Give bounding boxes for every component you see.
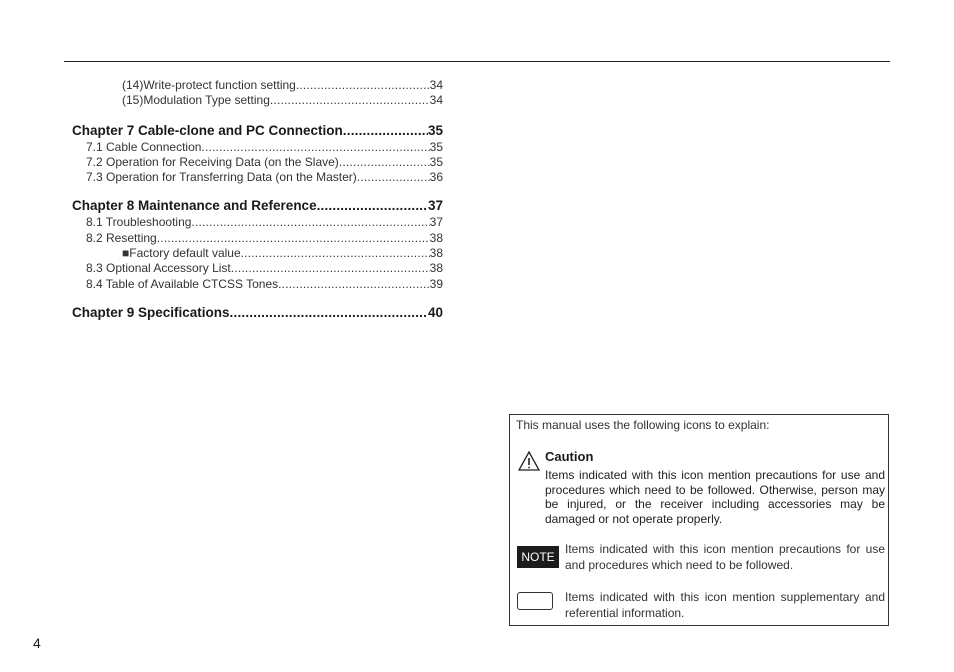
header-rule: [64, 61, 890, 62]
table-of-contents: [72, 78, 443, 322]
toc-leader-dots: [317, 197, 428, 214]
note-icon: [517, 546, 559, 568]
toc-entry: [72, 277, 443, 292]
toc-entry: [72, 140, 443, 155]
legend-intro: This manual uses the following icons to explain:: [516, 418, 770, 432]
toc-entry-page: 34: [429, 78, 443, 92]
toc-entry: [72, 231, 443, 246]
toc-entry-title: 7.2 Operation for Receiving Data (on the Slave): [86, 154, 339, 169]
toc-leader-dots: [201, 140, 429, 155]
toc-entry: [72, 78, 443, 93]
page-number: 4: [33, 635, 41, 651]
toc-entry-title: 8.2 Resetting: [86, 230, 157, 245]
toc-entry-page: 34: [429, 93, 443, 108]
toc-entry-page: 38: [429, 246, 443, 261]
toc-entry-title: (15)Modulation Type setting: [122, 93, 270, 108]
toc-entry-page: 38: [429, 230, 443, 245]
toc-chapter-entry: [72, 197, 443, 214]
toc-entry-title: 8.4 Table of Available CTCSS Tones: [86, 276, 279, 291]
toc-entry: [72, 155, 443, 170]
toc-entry-title: Chapter 9 Specifications: [72, 304, 230, 320]
toc-entry-title: 7.1 Cable Connection: [86, 139, 202, 154]
toc-leader-dots: [343, 122, 428, 139]
toc-entry: [72, 170, 443, 185]
toc-entry-page: 39: [429, 276, 443, 291]
toc-entry-page: 37: [429, 215, 443, 230]
toc-entry: [72, 93, 443, 108]
memo-description: Items indicated with this icon mention supplementary and referential information.: [565, 590, 885, 620]
note-description: Items indicated with this icon mention precautions for use and procedures which need to be followed.: [565, 542, 885, 572]
caution-title: Caution: [545, 449, 594, 464]
toc-entry-page: 35: [427, 122, 443, 138]
toc-entry-page: 40: [427, 304, 443, 320]
toc-leader-dots: [230, 304, 428, 321]
toc-entry: [72, 215, 443, 230]
toc-chapter-entry: [72, 122, 443, 139]
toc-entry-page: 36: [429, 170, 443, 185]
toc-entry-title: ■Factory default value: [122, 246, 241, 261]
toc-entry-title: 8.1 Troubleshooting: [86, 215, 192, 230]
warning-triangle-icon: [518, 451, 540, 471]
toc-leader-dots: [296, 78, 430, 93]
toc-entry: [72, 261, 443, 276]
toc-entry-page: 37: [427, 198, 443, 214]
toc-leader-dots: [241, 246, 430, 261]
icon-legend-box: [509, 414, 889, 626]
toc-entry-title: 8.3 Optional Accessory List: [86, 261, 231, 276]
memo-icon: [517, 592, 553, 610]
toc-entry: [72, 246, 443, 261]
note-label: NOTE: [521, 550, 555, 564]
toc-entry-title: Chapter 8 Maintenance and Reference: [72, 198, 317, 214]
toc-leader-dots: [231, 261, 430, 276]
toc-leader-dots: [191, 215, 429, 230]
caution-description: Items indicated with this icon mention precautions for use and procedures which need to be followed. Otherwise, person may be injured, or the receiver including accessories may be damaged or not operate properly.: [545, 468, 885, 526]
toc-entry-title: Chapter 7 Cable-clone and PC Connection: [72, 122, 343, 138]
toc-entry-page: 38: [429, 261, 443, 276]
toc-entry-title: (14)Write-protect function setting: [122, 78, 296, 92]
toc-chapter-entry: [72, 304, 443, 321]
toc-leader-dots: [157, 231, 430, 246]
toc-entry-page: 35: [429, 154, 443, 169]
toc-leader-dots: [357, 170, 430, 185]
toc-entry-title: 7.3 Operation for Transferring Data (on the Master): [86, 170, 357, 185]
toc-entry-page: 35: [429, 139, 443, 154]
toc-leader-dots: [278, 277, 430, 292]
toc-leader-dots: [339, 155, 430, 170]
toc-leader-dots: [270, 93, 430, 108]
